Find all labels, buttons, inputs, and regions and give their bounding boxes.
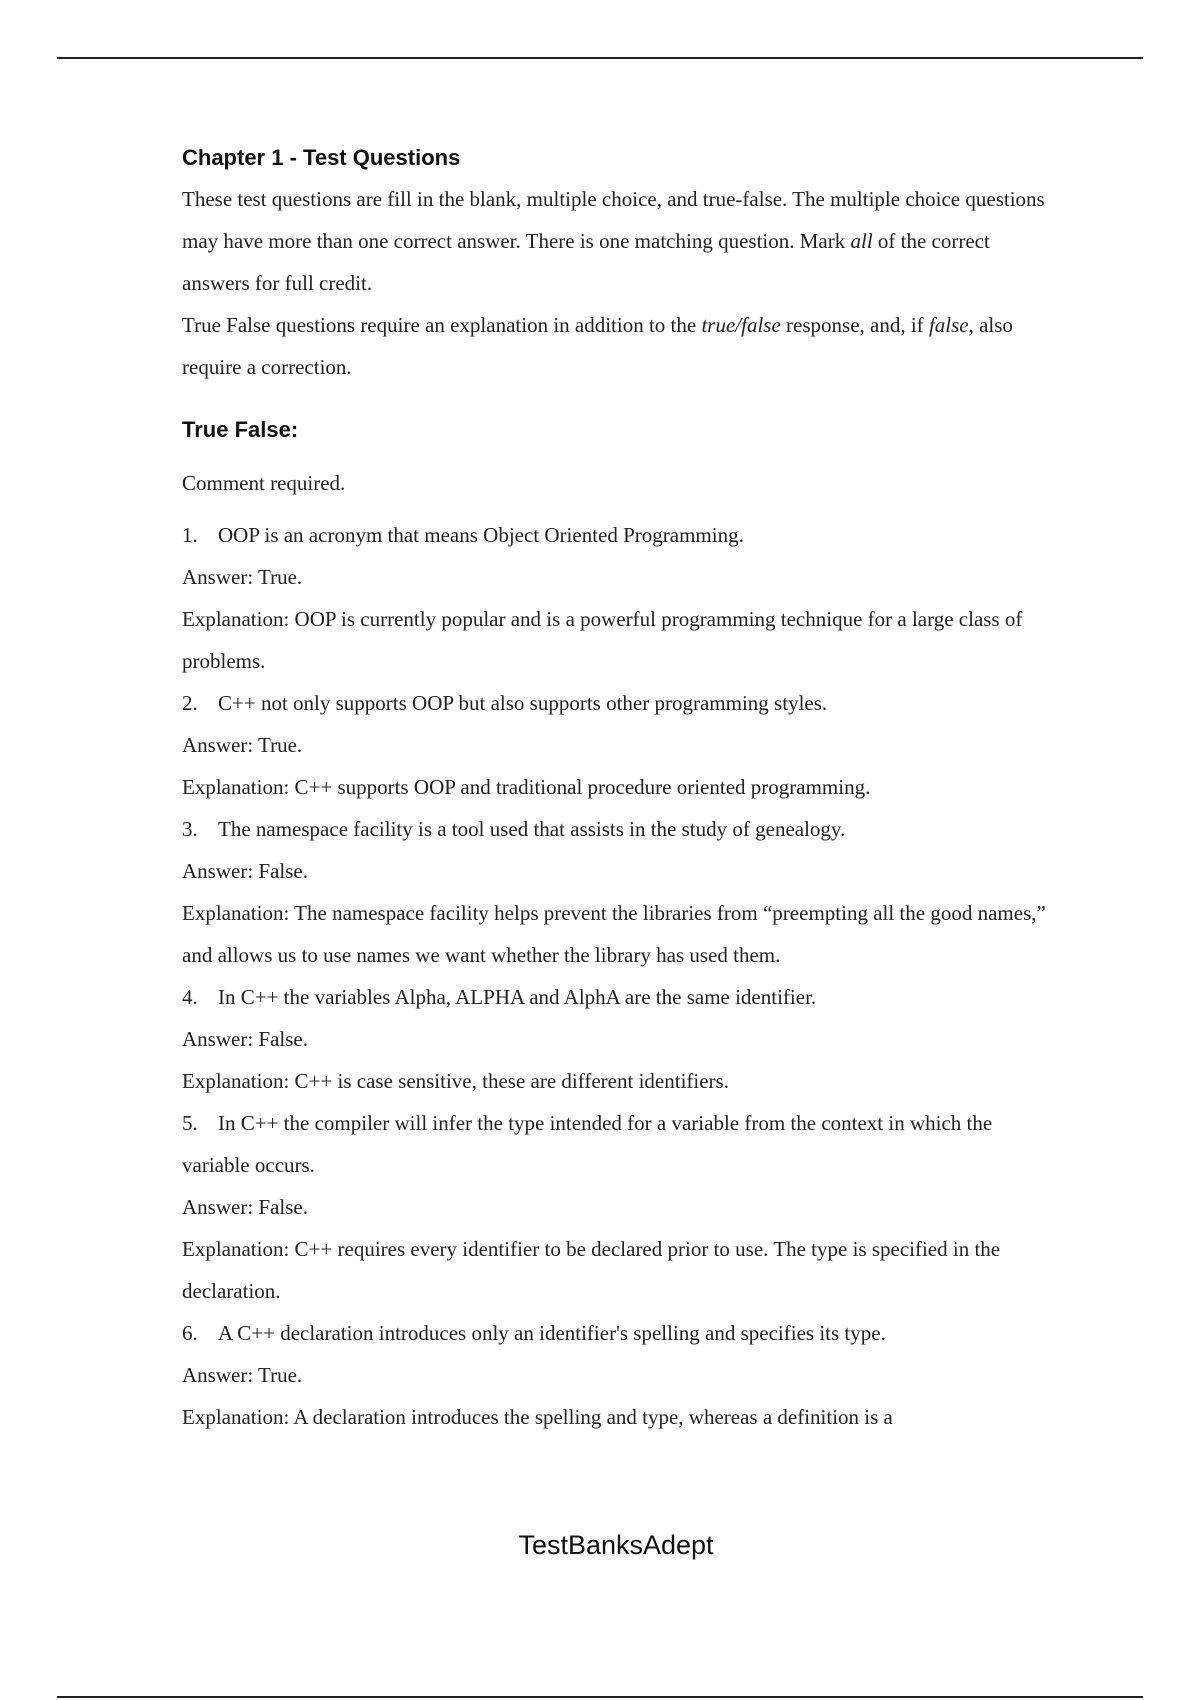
document-body xyxy=(182,140,1062,1438)
question-number: 2. xyxy=(182,691,198,715)
bottom-rule xyxy=(57,1696,1143,1698)
question-text: 1. OOP is an acronym that means Object Oriented Programming. xyxy=(182,514,1062,556)
answer-text: Answer: True. xyxy=(182,1363,303,1387)
answer-text: Answer: False. xyxy=(182,1027,308,1051)
emphasis-true-false: true/false xyxy=(701,313,781,337)
explanation-text: Explanation: OOP is currently popular and is a powerful programming technique for a large class of problems. xyxy=(182,607,1023,673)
question-item xyxy=(182,1102,1062,1312)
footer-brand: TestBanksAdept xyxy=(518,1530,714,1560)
question-number: 6. xyxy=(182,1321,198,1345)
question-item xyxy=(182,514,1062,682)
answer-text: Answer: True. xyxy=(182,733,303,757)
question-item xyxy=(182,808,1062,976)
intro-paragraph: These test questions are fill in the blank, multiple choice, and true-false. The multiple choice questions may have more than one correct answer. There is one matching question. Mark all of the correct answers for full credit. xyxy=(182,187,1045,295)
question-number: 4. xyxy=(182,985,198,1009)
question-item xyxy=(182,682,1062,808)
question-text: 5. In C++ the compiler will infer the type intended for a variable from the context in which the variable occurs. xyxy=(182,1102,1062,1186)
answer-text: Answer: False. xyxy=(182,859,308,883)
explanation-text: Explanation: C++ is case sensitive, these are different identifiers. xyxy=(182,1069,729,1093)
emphasis-false: false xyxy=(928,313,969,337)
question-number: 5. xyxy=(182,1111,198,1135)
question-text: 6. A C++ declaration introduces only an identifier's spelling and specifies its type. xyxy=(182,1312,1062,1354)
question-text: 3. The namespace facility is a tool used that assists in the study of genealogy. xyxy=(182,808,1062,850)
question-number: 1. xyxy=(182,523,198,547)
answer-text: Answer: True. xyxy=(182,565,303,589)
explanation-text: Explanation: C++ requires every identifier to be declared prior to use. The type is specified in the declaration. xyxy=(182,1237,1001,1303)
explanation-text: Explanation: The namespace facility helps prevent the libraries from “preempting all the good names,” and allows us to use names we want whether the library has used them. xyxy=(182,901,1046,967)
chapter-title: Chapter 1 - Test Questions xyxy=(182,145,461,170)
explanation-text: Explanation: C++ supports OOP and traditional procedure oriented programming. xyxy=(182,775,871,799)
question-item xyxy=(182,976,1062,1102)
intro-emphasis-all: all xyxy=(850,229,873,253)
question-number: 3. xyxy=(182,817,198,841)
question-list xyxy=(182,514,1062,1438)
question-item xyxy=(182,1312,1062,1438)
true-false-instructions: True False questions require an explanation in addition to the true/false response, and, if false, also require a correction. xyxy=(182,313,1013,379)
question-text: 2. C++ not only supports OOP but also supports other programming styles. xyxy=(182,682,1062,724)
answer-text: Answer: False. xyxy=(182,1195,308,1219)
top-rule xyxy=(57,57,1143,59)
question-text: 4. In C++ the variables Alpha, ALPHA and AlphA are the same identifier. xyxy=(182,976,1062,1018)
comment-note: Comment required. xyxy=(182,471,346,495)
section-heading: True False: xyxy=(182,417,299,442)
explanation-text: Explanation: A declaration introduces the spelling and type, whereas a definition is a xyxy=(182,1405,893,1429)
